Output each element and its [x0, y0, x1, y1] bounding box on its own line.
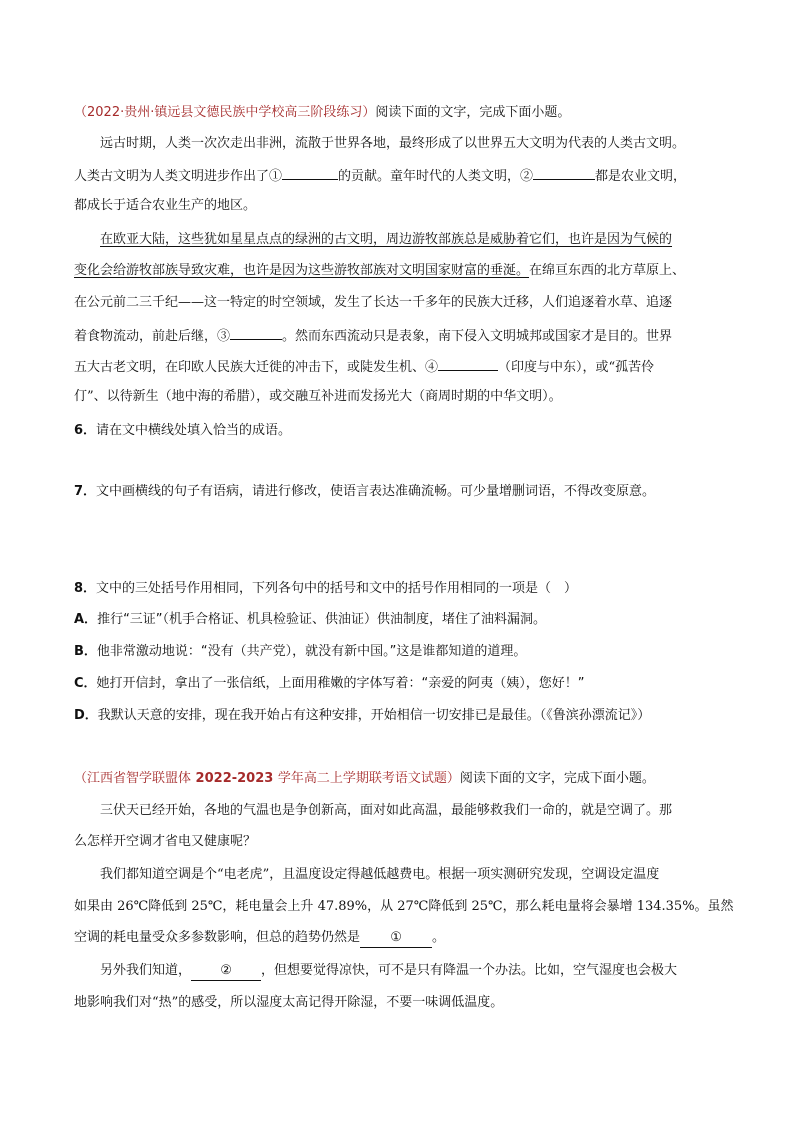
passage2-source-c: 学年高二上学期联考语文试题	[277, 771, 447, 786]
blank-1	[282, 166, 338, 180]
passage1-line-7: 着食物流动，前赴后继，③ 。然而东西流动只是表象，南下侵入文明城邦或国家才是目的。世界	[74, 326, 672, 346]
underlined-sentence-2: 变化会给游牧部族导致灾难，也许是因为这些游牧部族对文明国家财富的垂涎。	[74, 263, 530, 278]
passage1-line-9: 仃”、以待新生（地中海的希腊），或交融互补进而发扬光大（商周时期的中华文明）。	[74, 389, 562, 404]
passage2-line-4: 如果由 26℃降低到 25℃，耗电量会上升 47.89%，从 27℃降低到 25℃，那么耗电量将会暴增 134.35%。虽然	[74, 899, 734, 914]
option-a: A．推行“三证”（机手合格证、机具检验证、供油证）供油制度，堵住了油料漏洞。	[74, 612, 547, 627]
blank-2	[533, 166, 595, 180]
passage1-line-2: 人类古文明为人类文明进步作出了① 的贡献。童年时代的人类文明，② 都是农业文明，	[74, 166, 686, 186]
passage2-header: （江西省智学联盟体 2022-2023 学年高二上学期联考语文试题）阅读下面的文字，完成下面小题。	[74, 771, 655, 786]
source-close: ）	[362, 105, 376, 120]
passage1-line-5: 变化会给游牧部族导致灾难，也许是因为这些游牧部族对文明国家财富的垂涎。在绵亘东西的北方草原上、	[74, 263, 686, 278]
question-8: 8．文中的三处括号作用相同，下列各句中的括号和文中的括号作用相同的一项是（ ）	[74, 581, 578, 596]
blank-circled-2: ②	[191, 962, 261, 981]
passage2-source-b: 2022-2023	[191, 771, 278, 786]
question-7: 7．文中画横线的句子有语病，请进行修改，使语言表达准确流畅。可少量增删词语，不得改变原意。	[74, 484, 656, 499]
option-d: D．我默认天意的安排，现在我开始占有这种安排，开始相信一切安排已是最佳。（《鲁滨孙漂流记》）	[74, 708, 651, 723]
passage1-instruction: 阅读下面的文字，完成下面小题。	[375, 105, 571, 120]
passage2-line-3: 我们都知道空调是个“电老虎”，且温度设定得越低越费电。根据一项实测研究发现，空调设定温度	[100, 867, 660, 882]
blank-4	[438, 357, 498, 371]
passage1-source: 2022·贵州·镇远县文德民族中学校高三阶段练习	[87, 105, 363, 120]
passage2-line-6: 另外我们知道， ② ，但想要觉得凉快，可不是只有降温一个办法。比如，空气湿度也会极大	[100, 962, 677, 981]
passage2-line-5: 空调的耗电量受众多参数影响，但总的趋势仍然是 ① 。	[74, 929, 445, 948]
blank-circled-1: ①	[360, 929, 432, 948]
passage2-instruction: 阅读下面的文字，完成下面小题。	[459, 771, 655, 786]
source-open: （	[74, 105, 88, 120]
passage1-header	[74, 104, 570, 122]
question-6: 6．请在文中横线处填入恰当的成语。	[74, 423, 292, 438]
passage1-line-1: 远古时期，人类一次次走出非洲，流散于世界各地，最终形成了以世界五大文明为代表的人类古文明。	[100, 136, 686, 151]
option-b: B．他非常激动地说：“没有（共产党），就没有新中国。”这是谁都知道的道理。	[74, 644, 527, 659]
passage1-line-8: 五大古老文明，在印欧人民族大迁徙的冲击下，或陡发生机、④ （印度与中东），或“孤苦伶	[74, 357, 654, 377]
passage2-line-2: 么怎样开空调才省电又健康呢？	[74, 834, 257, 849]
underlined-sentence-1: 在欧亚大陆，这些犹如星星点点的绿洲的古文明，周边游牧部族总是威胁着它们，也许是因为气候的	[100, 232, 673, 247]
passage1-line-3: 都成长于适合农业生产的地区。	[74, 198, 257, 213]
passage2-source-a: 江西省智学联盟体	[87, 771, 192, 786]
passage2-line-1: 三伏天已经开始，各地的气温也是争创新高，面对如此高温，最能够救我们一命的，就是空调了。那	[100, 803, 673, 818]
passage2-line-7: 地影响我们对“热”的感受，所以湿度太高记得开除湿，不要一味调低温度。	[74, 995, 504, 1010]
option-c: C．她打开信封，拿出了一张信纸，上面用稚嫩的字体写着：“亲爱的阿夷（姨），您好！”	[74, 676, 585, 691]
passage1-line-6: 在公元前二三千纪——这一特定的时空领域，发生了长达一千多年的民族大迁移，人们追逐着水草、追逐	[74, 295, 673, 310]
blank-3	[230, 326, 282, 340]
